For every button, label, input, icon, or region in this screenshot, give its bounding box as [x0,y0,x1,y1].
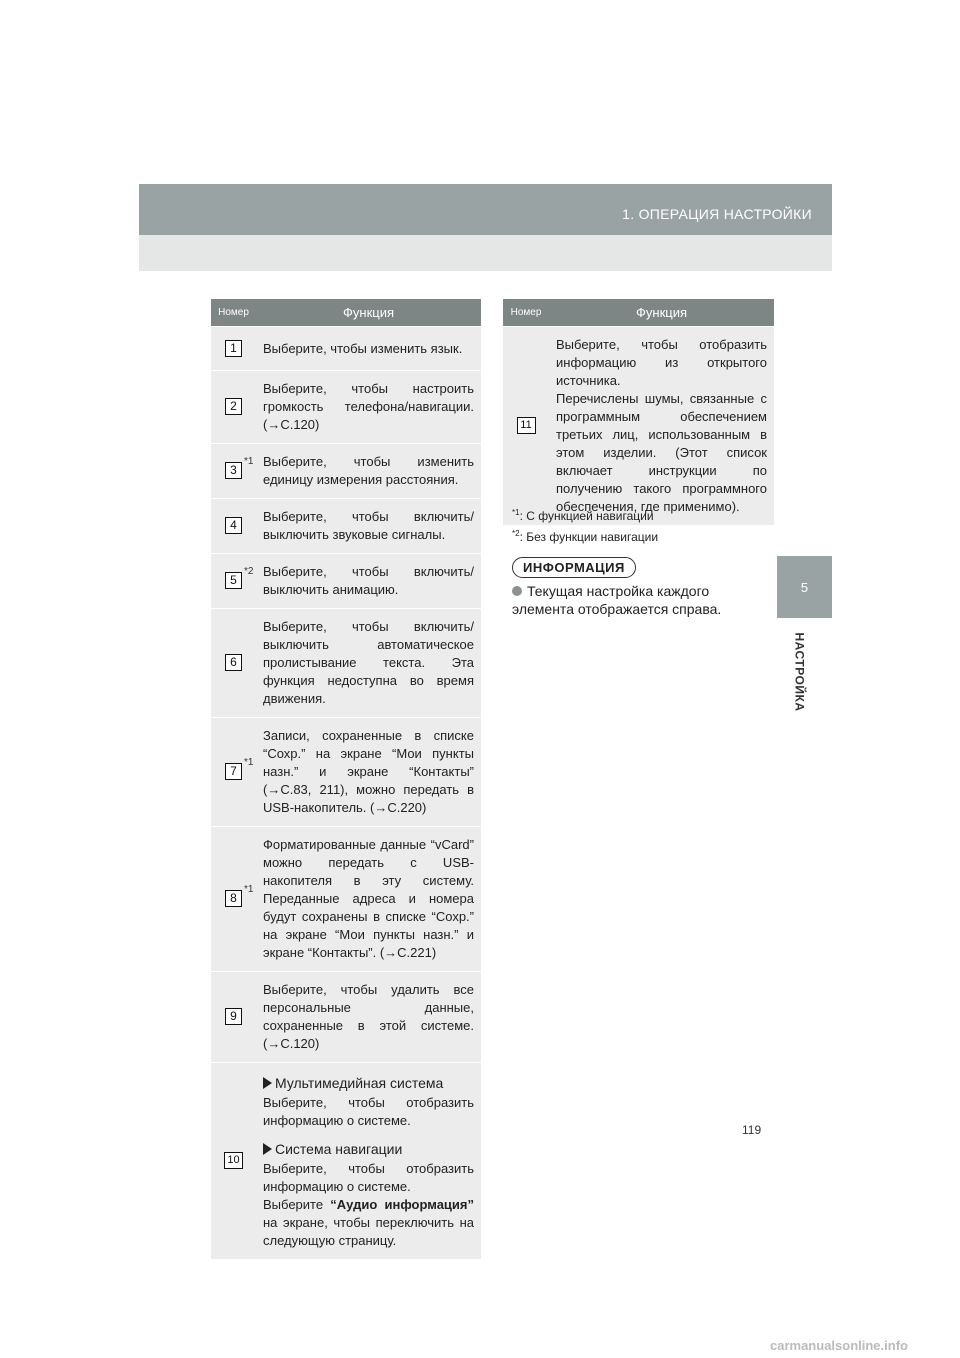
footnote-text: : Без функции навигации [519,530,659,544]
page-number: 119 [742,1123,762,1137]
bullet-dot-icon [512,586,522,596]
triangle-bullet-icon [263,1077,272,1089]
footnote-text: : С функцией навигации [519,509,654,523]
row-number-cell [211,972,256,1063]
table-row [211,444,481,499]
row-number: 9 [225,1008,242,1025]
row-number-cell [211,444,256,499]
table-row [211,718,481,827]
row-description: Выберите, чтобы включить/ выключить автоматическое пролистывание текста. Эта функция недоступна во время движения. [256,609,481,718]
table-row [503,327,774,526]
row-number-cell [211,554,256,609]
watermark: carmanualsonline.info [770,1338,908,1353]
header-band [139,184,832,235]
paragraph-text: Выберите [263,1197,324,1212]
paragraph-text: Перечислены шумы, связанные с программным обеспечением третьих лиц, использованным в этом изделии. (Этот список включает инструкции по получению такого программного обеспечения, где применимо). [556,391,767,514]
row-number: 2 [225,398,242,415]
footnote-mark: *2 [244,566,254,577]
section-title: 1. ОПЕРАЦИЯ НАСТРОЙКИ [622,206,812,222]
row-number: 1 [225,340,242,357]
triangle-bullet-icon [263,1143,272,1155]
row-description [549,327,774,526]
row-description: Записи, сохраненные в списке “Сохр.” на экране “Мои пункты назн.” и экране “Контакты” (→С.83, 211), можно передать в USB-накопитель. (→С.220) [256,718,481,827]
row-description: Выберите, чтобы изменить язык. [256,327,481,371]
subheading-text: Система навигации [275,1141,403,1157]
chapter-label: НАСТРОЙКА [793,632,807,712]
row-number: 3 [225,462,242,479]
paragraph-text: Выберите, чтобы отобразить информацию о системе. [263,1095,474,1128]
row-description: Выберите, чтобы изменить единицу измерения расстояния. [256,444,481,499]
row-number-cell [211,1063,256,1260]
chapter-label-wrap [788,632,812,712]
paragraph-text: Выберите, чтобы отобразить информацию из открытого источника. [556,337,767,388]
row-number: 6 [225,654,242,671]
row-description: Выберите, чтобы удалить все персональные данные, сохраненные в этой системе. (→С.120) [256,972,481,1063]
paragraph-text: на экране, чтобы переключить на следующую страницу. [263,1215,474,1248]
info-text: Текущая настройка каждого элемента отображается справа. [512,583,722,617]
footnote-mark: *1 [244,456,254,467]
paragraph-text: Выберите, чтобы отобразить информацию о системе. [263,1161,474,1194]
row-number-cell [211,609,256,718]
row-description [256,1063,481,1260]
row-description: Форматированные данные “vCard” можно передать с USB-накопителя в эту систему. Переданные адреса и номера будут сохранены в списке “Сохр.” на экране “Мои пункты назн.” и экране “Контакты”. (→С.221) [256,827,481,972]
chapter-tab [777,556,832,618]
column-header-function: Функция [256,299,481,327]
function-table-left [211,299,481,1259]
row-number-cell [211,499,256,554]
row-description: Выберите, чтобы включить/ выключить анимацию. [256,554,481,609]
info-label: ИНФОРМАЦИЯ [512,557,636,578]
table-row [211,371,481,444]
table-row [211,554,481,609]
column-header-number: Номер [211,299,256,327]
footnote-mark: *1 [244,757,254,768]
row-description: Выберите, чтобы включить/ выключить звуковые сигналы. [256,499,481,554]
footnote-mark: *1 [512,508,520,517]
table-row [211,499,481,554]
footnote [512,525,658,546]
row-number-cell [211,327,256,371]
bold-button-name: “Аудио информация” [330,1197,474,1212]
row-number-cell [211,827,256,972]
table-header-row [503,299,774,327]
table-row [211,327,481,371]
header-subband [139,235,832,271]
row-number: 5 [225,572,242,589]
row-number-cell [503,327,549,526]
row-number: 10 [224,1152,243,1169]
column-header-number: Номер [503,299,549,327]
column-header-function: Функция [549,299,774,327]
table-header-row [211,299,481,327]
footnote-mark: *2 [512,529,520,538]
subheading-multimedia [263,1074,474,1092]
footnotes [512,504,658,546]
row-description: Выберите, чтобы настроить громкость телефона/навигации. (→С.120) [256,371,481,444]
row-number: 8 [225,890,242,907]
footnote [512,504,658,525]
table-row [211,609,481,718]
footnote-mark: *1 [244,884,254,895]
chapter-number: 5 [800,579,809,595]
spacer [263,1130,474,1138]
table-row [211,972,481,1063]
subheading-text: Мультимедийная система [275,1075,444,1091]
row-number-cell [211,371,256,444]
row-number: 4 [225,517,242,534]
row-number-cell [211,718,256,827]
info-paragraph [512,582,774,618]
function-table-right [503,299,774,525]
subheading-navigation [263,1140,474,1158]
table-row [211,1063,481,1260]
row-number: 7 [225,763,242,780]
row-number: 11 [517,417,536,434]
table-row [211,827,481,972]
